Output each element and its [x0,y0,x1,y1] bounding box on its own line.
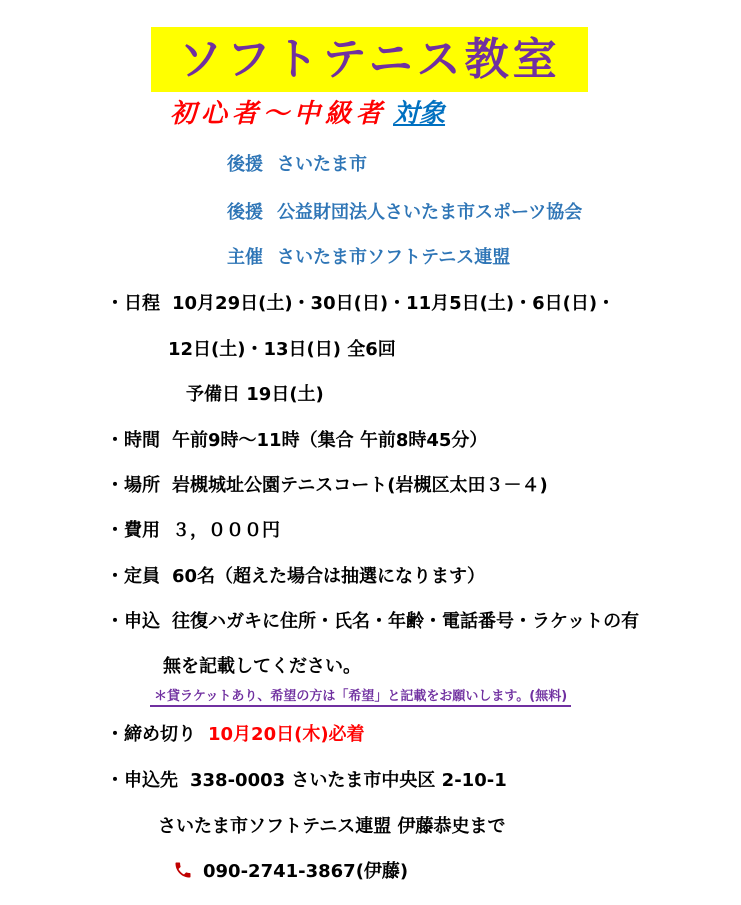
phone-number: 090-2741-3867(伊藤) [203,861,409,882]
fee-row [106,516,280,542]
time-row [106,426,487,452]
place-row [106,471,548,497]
application-line-2: 無を記載してください。 [163,656,361,677]
sponsor-value: さいたま市 [277,154,367,175]
address-line-1: 338-0003 さいたま市中央区 2-10-1 [190,770,507,791]
page-title: ソフトテニス教室 [151,27,588,92]
sponsor-value: 公益財団法人さいたま市スポーツ協会 [277,202,583,223]
organizer-value: さいたま市ソフトテニス連盟 [277,247,511,268]
schedule-label: ・日程 [106,293,160,314]
rental-note: ＊貸ラケットあり、希望の方は「希望」と記載をお願いします。(無料) [150,685,571,707]
sponsor-label: 後援 [227,154,263,175]
capacity-label: ・定員 [106,566,160,587]
target-audience [170,97,445,131]
fee-label: ・費用 [106,520,160,541]
capacity-value: 60名（超えた場合は抽選になります） [172,566,486,587]
phone-icon [173,860,193,880]
place-label: ・場所 [106,475,160,496]
schedule-row [106,289,615,315]
place-value: 岩槻城址公園テニスコート(岩槻区太田３－４) [172,475,548,496]
deadline-label: ・締め切り [106,724,196,745]
time-label: ・時間 [106,430,160,451]
target-level: 初心者～中級者 [170,99,388,129]
organizer-line [227,243,510,269]
schedule-dates-2: 12日(土)・13日(日) 全6回 [168,339,396,360]
application-row [106,607,639,633]
address-label: ・申込先 [106,770,178,791]
application-line-1: 往復ハガキに住所・氏名・年齢・電話番号・ラケットの有 [172,611,640,632]
deadline-row [106,720,365,746]
sponsor-line-2 [227,198,582,224]
address-line-2: さいたま市ソフトテニス連盟 伊藤恭史まで [158,816,506,837]
phone-row [173,857,408,883]
target-suffix: 対象 [393,99,446,129]
schedule-dates-1: 10月29日(土)・30日(日)・11月5日(土)・6日(日)・ [172,293,616,314]
application-label: ・申込 [106,611,160,632]
time-value: 午前9時～11時（集合 午前8時45分） [172,430,488,451]
schedule-reserve: 予備日 19日(土) [186,384,324,405]
address-row [106,766,507,792]
deadline-value: 10月20日(木)必着 [208,724,365,745]
capacity-row [106,562,485,588]
organizer-label: 主催 [227,247,263,268]
sponsor-line-1 [227,150,367,176]
fee-value: ３，０００円 [172,520,280,541]
sponsor-label: 後援 [227,202,263,223]
